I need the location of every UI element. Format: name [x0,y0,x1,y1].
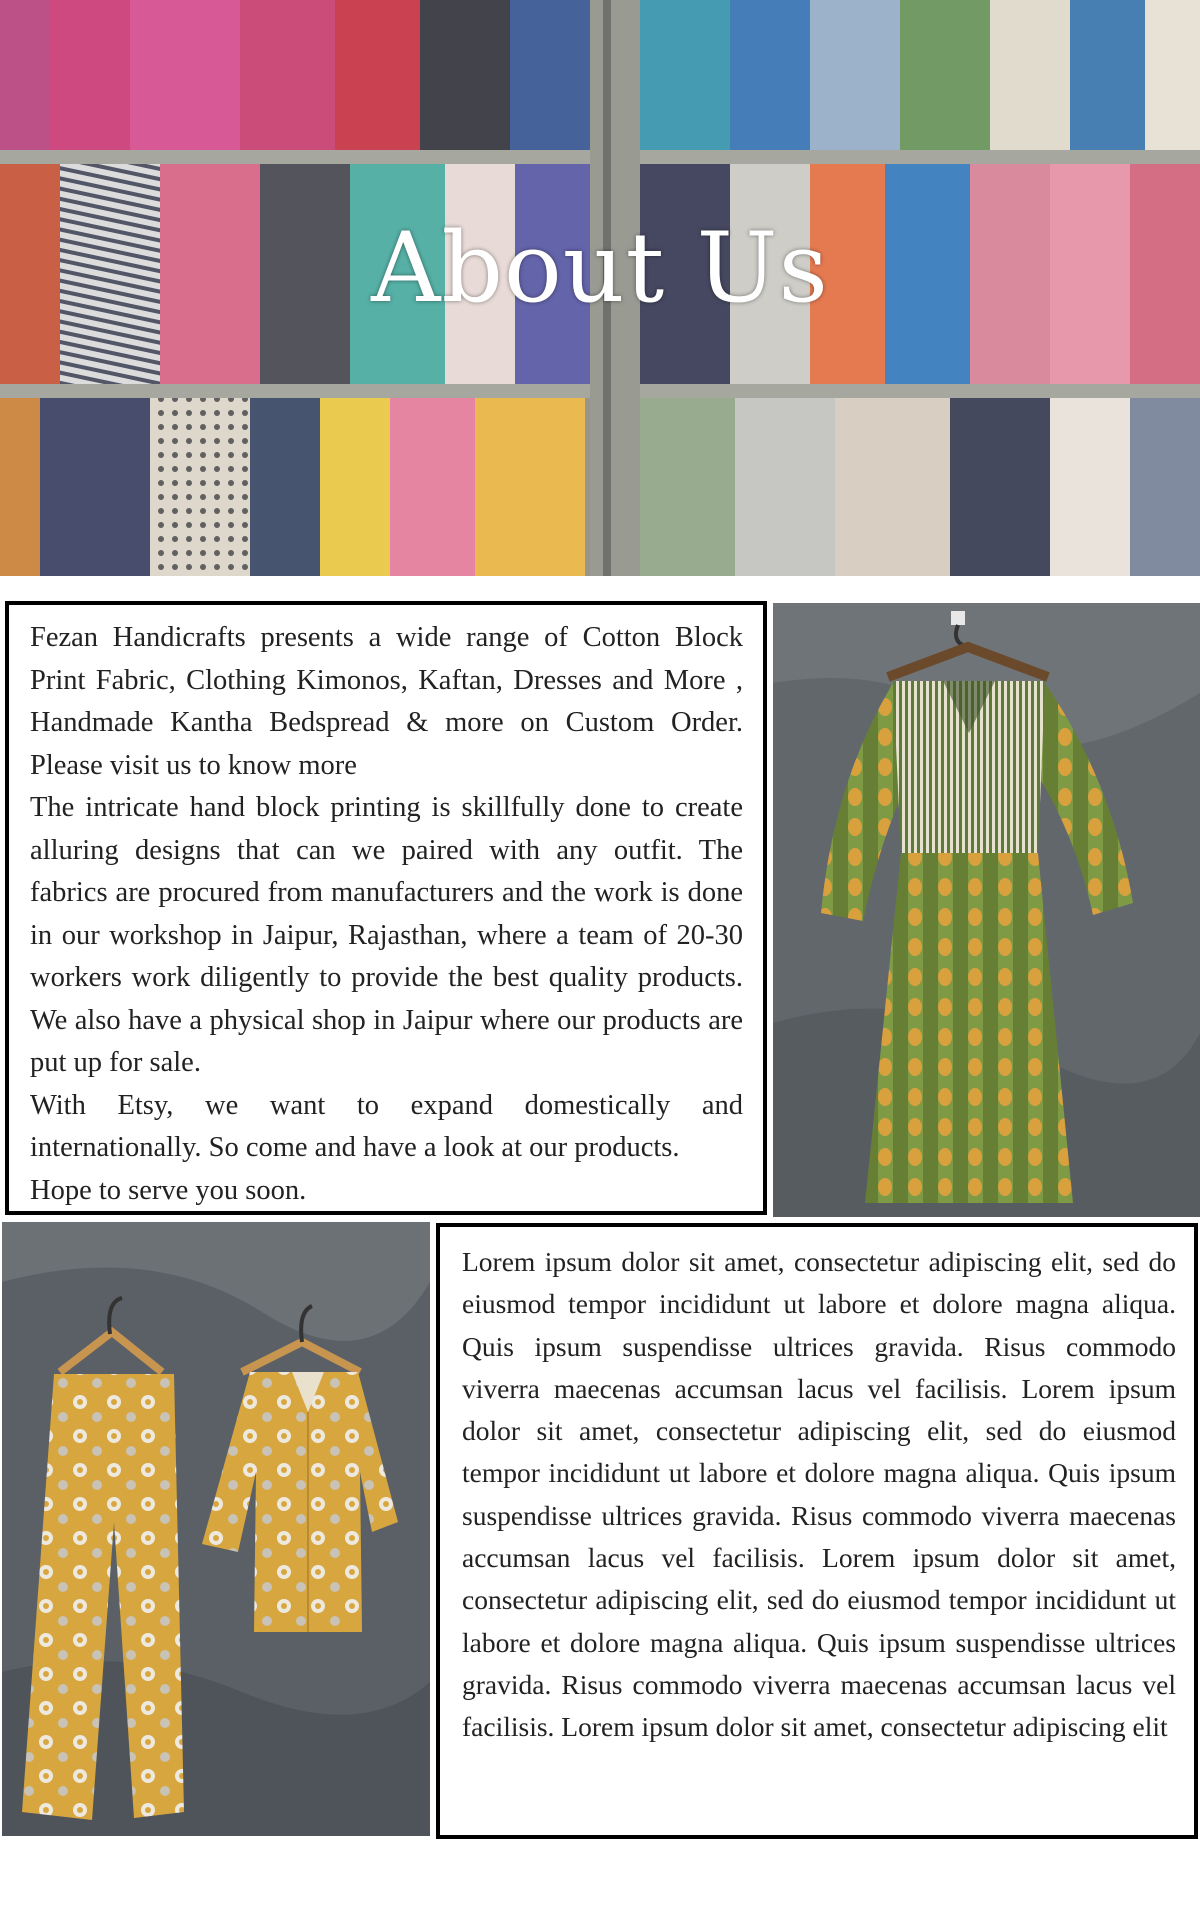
placeholder-text-box [436,1223,1198,1839]
hero-banner [0,0,1200,576]
about-paragraph: With Etsy, we want to expand domestically and internationally. So come and have a look at our products. [30,1089,743,1163]
pajama-set-photo [2,1222,430,1836]
pajama-set-image [2,1222,430,1836]
about-text-box [5,601,767,1215]
about-paragraph: The intricate hand block printing is skillfully done to create alluring designs that can we paired with any outfit. The fabrics are procured from manufacturers and the work is done in our workshop in Jaipur, Rajasthan, where a team of 20-30 workers work diligently to provide the best quality products. We also have a physical shop in Jaipur where our products are put up for sale. [30,792,743,1078]
placeholder-paragraph: Lorem ipsum dolor sit amet, consectetur adipiscing elit, sed do eiusmod tempor incididunt ut labore et dolore magna aliqua. Quis ipsum suspendisse ultrices gravida. Risus commodo viverra maecenas accumsan lacus vel facilisis. Lorem ipsum dolor sit amet, consectetur adipiscing elit, sed do eiusmod tempor incididunt ut labore et dolore magna aliqua. Quis ipsum suspendisse ultrices gravida. Risus commodo viverra maecenas accumsan lacus vel facilisis. Lorem ipsum dolor sit amet, consectetur adipiscing elit, sed do eiusmod tempor incididunt ut labore et dolore magna aliqua. Quis ipsum suspendisse ultrices gravida. Risus commodo viverra maecenas accumsan lacus vel facilisis. Lorem ipsum dolor sit amet, consectetur adipiscing elit [462,1246,1176,1743]
about-paragraph: Hope to serve you soon. [30,1174,307,1206]
dress-photo [773,603,1200,1217]
page-title: About Us [371,212,829,324]
about-paragraph: Fezan Handicrafts presents a wide range of Cotton Block Print Fabric, Clothing Kimonos, Kaftan, Dresses and More , Handmade Kantha Bedspread & more on Custom Order. Please visit us to know more [30,622,743,781]
dress-image [773,603,1200,1217]
